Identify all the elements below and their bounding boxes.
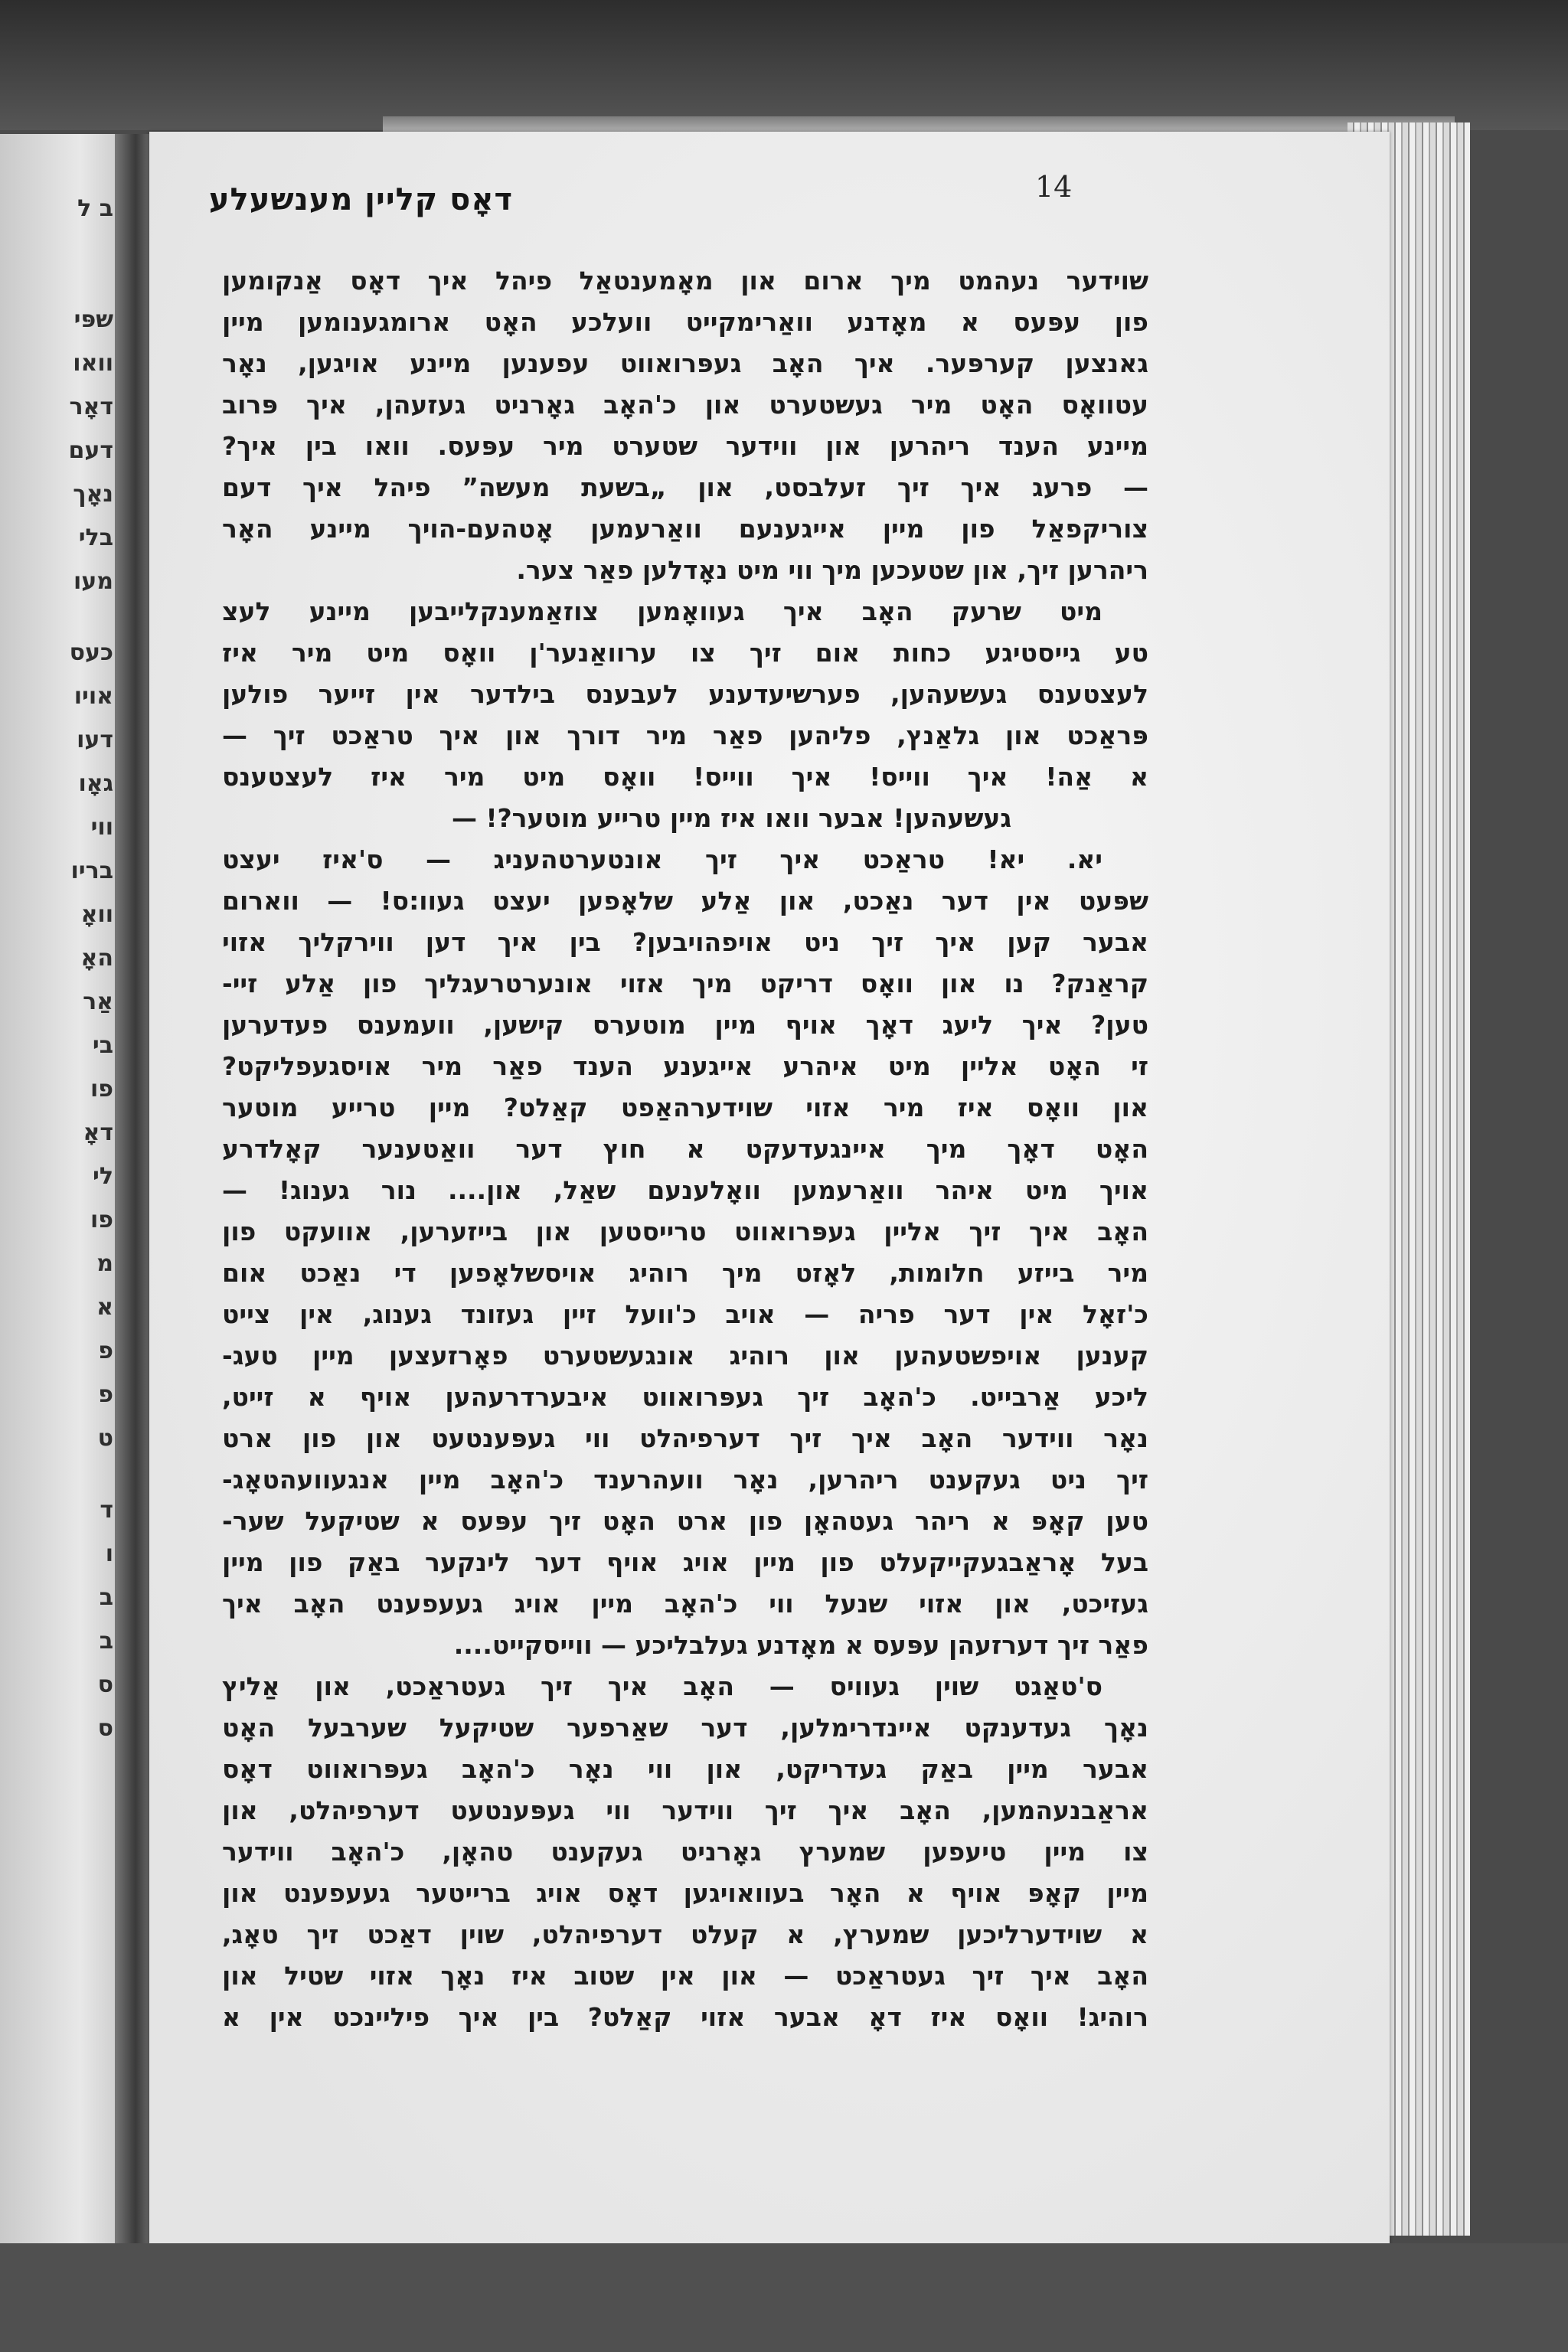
left-page-fragment: א bbox=[96, 1294, 113, 1321]
text-line: שפּעט אין דער נאַכט, און אַלע שלאָפען יעצט געוו:ס! — ווארום bbox=[222, 886, 1148, 916]
text-line: טע גייסטיגע כחות אום זיך צו ערוואַנער'ן וואָס מיט מיר איז bbox=[222, 638, 1148, 668]
text-line: מיט שרעק האָב איך געוואָמען צוזאַמענקלייבען מיינע לעצ bbox=[222, 596, 1102, 626]
text-line: יא. יא! טראַכט איך זיך אונטערטהעניג — ס'איז יעצט bbox=[222, 844, 1102, 874]
left-page-fragment: ד bbox=[100, 1497, 113, 1524]
left-page-fragment: לי bbox=[93, 1163, 113, 1190]
text-line: טען קאָפּ א ריהר געטהאָן פון ארט האָט זיך עפּעס א שטיקעל שער- bbox=[222, 1506, 1148, 1536]
left-page-fragment: דאָר bbox=[69, 394, 113, 420]
text-line: פאַר זיך דערזעהן עפּעס א מאָדנע געלבליכע — ווייסקייט.... bbox=[453, 1630, 1148, 1660]
text-line: מיר בייזע חלומות, לאָזט מיך רוהיג אויסשלאָפען די נאַכט אום bbox=[222, 1258, 1148, 1288]
text-line: לעצטענס געשעהען, פערשיעדענע לעבענס בילדער אין זייער פולען bbox=[222, 679, 1148, 709]
left-page-fragment: אויו bbox=[74, 683, 113, 710]
left-page-fragment: דאָ bbox=[83, 1119, 113, 1146]
left-page-fragment: ס bbox=[97, 1671, 113, 1698]
scan-background-top bbox=[0, 0, 1568, 130]
text-line: קראַנק? נו און וואָס דריקט מיך אזוי אונערטרעגליך פון אַלע זיי- bbox=[222, 969, 1148, 998]
text-line: א שוידערליכען שמערץ, א קעלט דערפיהלט, שוין דאַכט זיך טאָג, bbox=[222, 1919, 1148, 1949]
text-line: ריהרען זיך, און שטעכען מיך ווי מיט נאָדלען פאַר צער. bbox=[516, 555, 1148, 585]
page-body-text bbox=[222, 260, 1148, 2044]
left-page-fragment: פו bbox=[90, 1076, 113, 1102]
text-line: און וואָס איז מיר אזוי שוידערהאַפט קאַלט? מיין טרייע מוטער bbox=[222, 1093, 1148, 1122]
text-line: שוידער נעהמט מיך ארום און מאָמענטאַל פיהל איך דאָס אַנקומען bbox=[222, 266, 1148, 296]
text-line: האָב איך זיך געטראַכט — און אין שטוב איז נאָך אזוי שטיל און bbox=[222, 1961, 1148, 1991]
left-page-fragment: האָ bbox=[80, 945, 113, 972]
book-gutter bbox=[115, 134, 149, 2243]
text-line: אויך מיט איהר וואַרעמען וואָלענעם שאַל, און.... נור גענוג! — bbox=[222, 1175, 1148, 1205]
text-line: האָב איך זיך אליין געפּרואווט טרייסטען און בייזערען, אוועקט פון bbox=[222, 1217, 1148, 1246]
left-page-fragment: שפּי bbox=[74, 306, 113, 333]
text-line: צו מיין טיעפען שמערץ גאָרניט געקענט טהאָן, כ'האָב ווידער bbox=[222, 1837, 1148, 1867]
left-page-fragment: ט bbox=[97, 1425, 113, 1452]
text-line: אבער מיין באַק געדריקט, און ווי נאָר כ'האָב געפּרואווט דאָס bbox=[222, 1754, 1148, 1784]
left-page-fragment: פו bbox=[90, 1207, 113, 1233]
left-page-fragment: פ bbox=[98, 1381, 113, 1408]
text-line: נאָר ווידער האָב איך זיך דערפיהלט ווי געפּענטעט און פון ארט bbox=[222, 1423, 1148, 1453]
text-line: — פרעג איך זיך זעלבסט, און „בשעת מעשה” פיהל איך דעם bbox=[222, 472, 1148, 502]
left-page-fragment: וואו bbox=[73, 350, 113, 377]
text-line: אבער קען איך זיך ניט אויפהויבען? בין איך דען ווירקליך אזוי bbox=[222, 927, 1148, 957]
left-page-fragment: גאָו bbox=[78, 770, 113, 797]
text-line: גאנצען קערפּער. איך האָב געפּרואווט עפענען מיינע אויגען, נאָר bbox=[222, 348, 1148, 378]
text-line: בעל אָראַבגעקייקעלט פון מיין אויג אויף דער לינקער באַק פון מיין bbox=[222, 1547, 1148, 1577]
text-line: זיך ניט געקענט ריהרען, נאָר וועהרענד כ'האָב מיין אנגעוועהטאָג- bbox=[222, 1465, 1148, 1494]
left-page-fragment: ב ל bbox=[77, 195, 113, 222]
text-line: רוהיג! וואָס איז דאָ אבער אזוי קאַלט? בין איך פיליינכט אין א bbox=[222, 2002, 1148, 2032]
running-head-title: דאָס קליין מענשעלע bbox=[208, 182, 513, 217]
left-page-fragment: וואָ bbox=[80, 901, 113, 928]
left-page-fragment: כעס bbox=[69, 639, 113, 666]
left-page-fragment: נאָך bbox=[73, 481, 113, 508]
left-page-fragment: מ bbox=[96, 1250, 113, 1277]
text-line: האָט דאָך מיך איינגעדעקט א חוץ דער וואַטענער קאָלדרע bbox=[222, 1134, 1148, 1164]
page-number: 14 bbox=[1035, 170, 1073, 204]
scan-background-bottom bbox=[0, 2243, 1568, 2352]
left-page-fragment: ב bbox=[99, 1584, 113, 1611]
text-line: עטוואָס האָט מיר געשטערט און כ'האָב גאָרניט געזעהן, איך פּרוב bbox=[222, 390, 1148, 420]
left-page-fragment: ו bbox=[105, 1540, 113, 1567]
text-line: זי האָט אליין מיט איהרע אייגענע הענד פאַר מיר אויסגעפליקט? bbox=[222, 1051, 1148, 1081]
text-line: טען? איך ליעג דאָך אויף מיין מוטערס קישען, וועמענס פעדערען bbox=[222, 1010, 1148, 1040]
text-line: פון עפּעס א מאָדנע וואַרימקייט וועלכע האָט ארומגענומען מיין bbox=[222, 307, 1148, 337]
left-page-edge bbox=[0, 134, 115, 2243]
text-line: צוריקפאַל פון מיין אייגענעם וואַרעמען אָטהעם-הויך מיינע האָר bbox=[222, 514, 1148, 544]
text-line: מיין קאָפּ אויף א האָר בעוואויגען דאָס אויג ברייטער געעפענט און bbox=[222, 1878, 1148, 1908]
left-page-fragment: מעו bbox=[74, 568, 113, 595]
text-line: געזיכט, און אזוי שנעל ווי כ'האָב מיין אויג געעפענט האָב איך bbox=[222, 1589, 1148, 1619]
left-page-fragment: בריו bbox=[70, 858, 113, 884]
text-line: געשעהען! אבער וואו איז מיין טרייע מוטער?! — bbox=[452, 803, 1012, 833]
text-line: מיינע הענד ריהרען און ווידער שטערט מיר עפּעס. וואו בין איך? bbox=[222, 431, 1148, 461]
text-line: אראַבנעהמען, האָב איך זיך ווידער ווי געפּענטעט דערפיהלט, און bbox=[222, 1795, 1148, 1825]
left-page-fragment: ס bbox=[97, 1715, 113, 1742]
text-line: א אַה! איך ווייס! איך ווייס! וואָס מיט מיר איז לעצטענס bbox=[222, 762, 1148, 792]
text-line: פּראַכט און גלאַנץ, פליהען פאַר מיר דורך און איך טראַכט זיך — bbox=[222, 720, 1148, 750]
text-line: ליכע אַרבייט. כ'האָב זיך געפּרואווט איבערדרעהען אויף א זייט, bbox=[222, 1382, 1148, 1412]
left-page-fragment: דעם bbox=[68, 437, 113, 464]
left-page-fragment: בלי bbox=[78, 524, 113, 551]
left-page-fragment: בי bbox=[92, 1032, 113, 1059]
left-page-fragment: דעו bbox=[77, 727, 113, 753]
text-line: כ'זאָל אין דער פריה — אויב כ'וועל זיין געזונד גענוג, אין צייט bbox=[222, 1299, 1148, 1329]
text-line: ס'טאַגט שוין געוויס — האָב איך זיך געטראַכט, און אַליץ bbox=[222, 1671, 1102, 1701]
left-page-fragment: פ bbox=[98, 1338, 113, 1364]
text-line: נאָך געדענקט איינדרימלען, דער שאַרפער שטיקעל שערבעל האָט bbox=[222, 1713, 1148, 1743]
left-page-fragment: אַר bbox=[83, 988, 113, 1015]
text-line: קענען אויפשטעהען און רוהיג אונגעשטערט פאָרזעצען מיין טעג- bbox=[222, 1341, 1148, 1370]
left-page-fragment: ווי bbox=[90, 814, 113, 841]
left-page-fragment: ב bbox=[99, 1628, 113, 1655]
